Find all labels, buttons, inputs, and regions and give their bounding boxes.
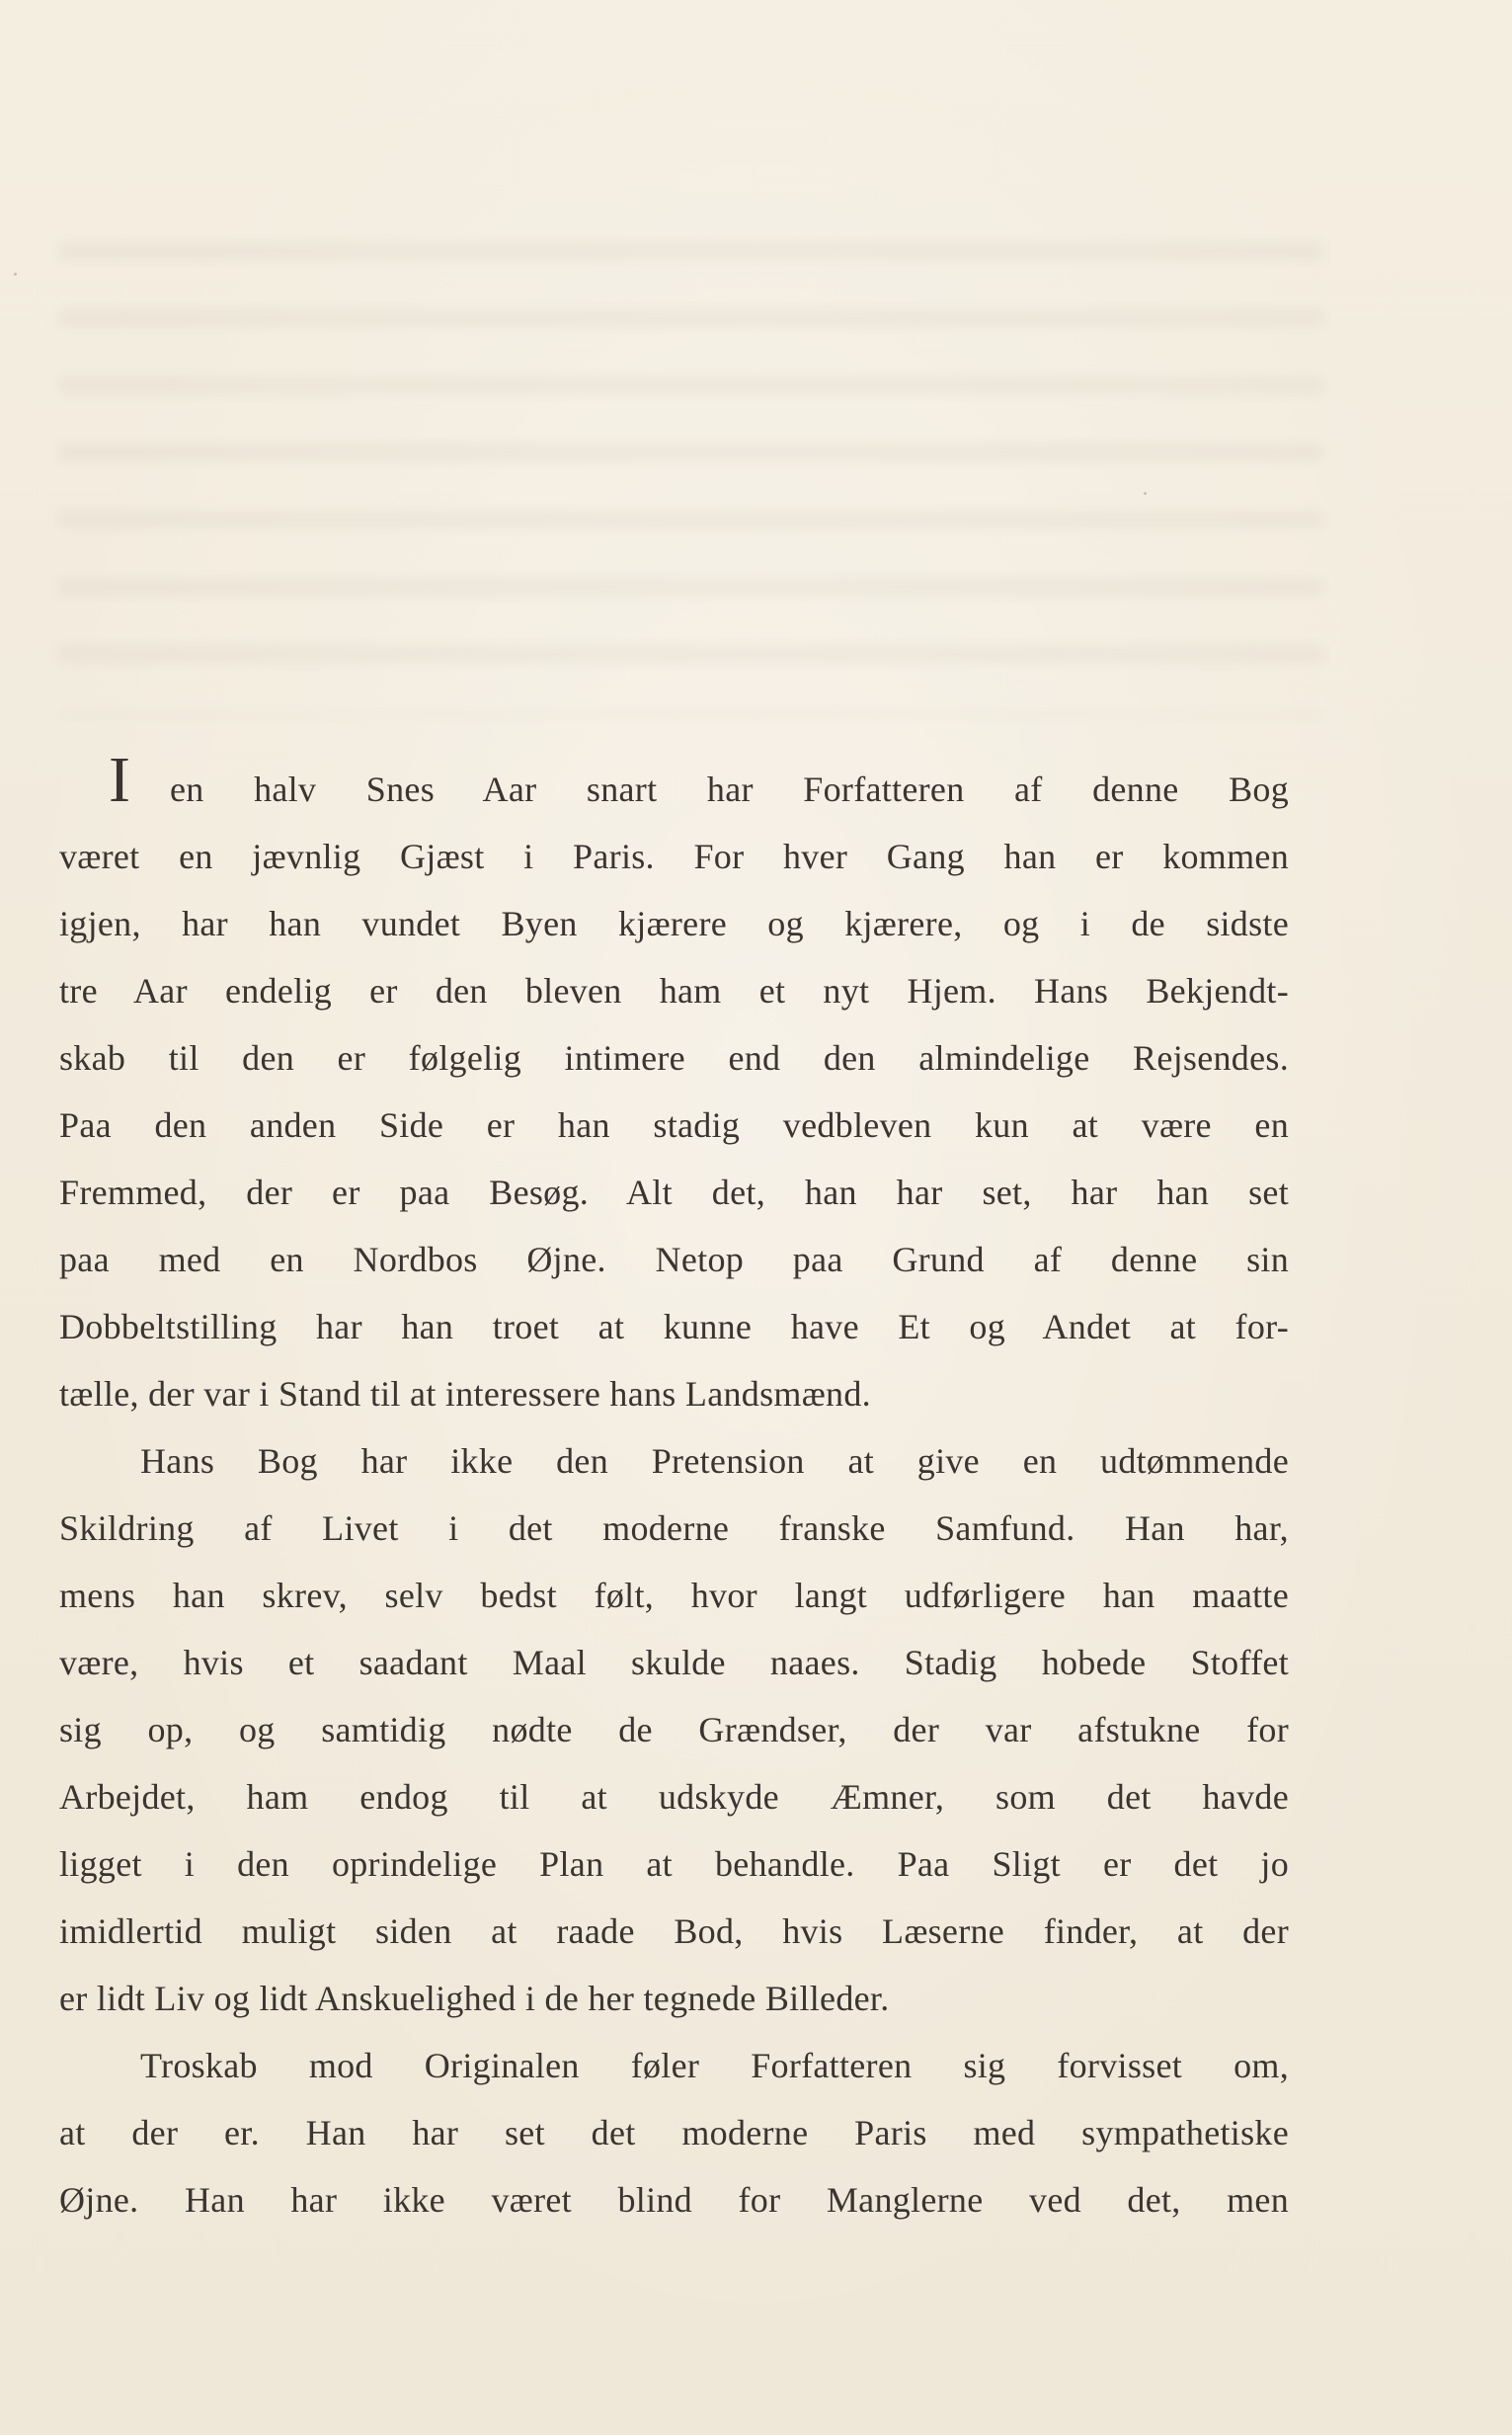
show-through-text [59, 242, 1323, 716]
text-line: Øjne. Han har ikke været blind for Manglerne ved det, men [59, 2180, 1289, 2220]
text-line: Paa den anden Side er han stadig vedbleven kun at være en [59, 1105, 1289, 1145]
text-line: er lidt Liv og lidt Anskuelighed i de her tegnede Billeder. [59, 1979, 890, 2018]
text-line: at der er. Han har set det moderne Paris med sympathetiske [59, 2113, 1289, 2152]
text-line: ligget i den oprindelige Plan at behandle. Paa Sligt er det jo [59, 1844, 1289, 1884]
text-line: sig op, og samtidig nødte de Grændser, der var afstukne for [59, 1710, 1289, 1749]
text-line: været en jævnlig Gjæst i Paris. For hver Gang han er kommen [59, 837, 1289, 876]
text-line: Arbejdet, ham endog til at udskyde Æmner, som det havde [59, 1777, 1289, 1817]
text-line: paa med en Nordbos Øjne. Netop paa Grund af denne sin [59, 1240, 1289, 1279]
text-line: Hans Bog har ikke den Pretension at give en udtømmende [140, 1441, 1289, 1481]
text-line: en halv Snes Aar snart har Forfatteren af denne Bog [170, 770, 1289, 809]
text-line: Skildring af Livet i det moderne franske Samfund. Han har, [59, 1508, 1289, 1548]
text-line: mens han skrev, selv bedst følt, hvor langt udførligere han maatte [59, 1576, 1289, 1615]
text-line: tre Aar endelig er den bleven ham et nyt Hjem. Hans Bekjendt- [59, 971, 1289, 1011]
text-line: imidlertid muligt siden at raade Bod, hvis Læserne finder, at der [59, 1911, 1289, 1951]
text-line: tælle, der var i Stand til at interessere hans Landsmænd. [59, 1374, 871, 1414]
body-text [59, 756, 1289, 2233]
text-line: igjen, har han vundet Byen kjærere og kjærere, og i de sidste [59, 904, 1289, 943]
text-line: Fremmed, der er paa Besøg. Alt det, han har set, har han set [59, 1173, 1289, 1212]
text-line: Dobbeltstilling har han troet at kunne have Et og Andet at for- [59, 1307, 1289, 1346]
text-line: være, hvis et saadant Maal skulde naaes. Stadig hobede Stoffet [59, 1643, 1289, 1682]
text-line: Troskab mod Originalen føler Forfatteren sig forvisset om, [140, 2046, 1289, 2085]
drop-cap: I [109, 744, 130, 816]
text-line: skab til den er følgelig intimere end den almindelige Rejsendes. [59, 1038, 1289, 1078]
paper-speck [1144, 492, 1147, 495]
paper-speck [14, 273, 17, 276]
